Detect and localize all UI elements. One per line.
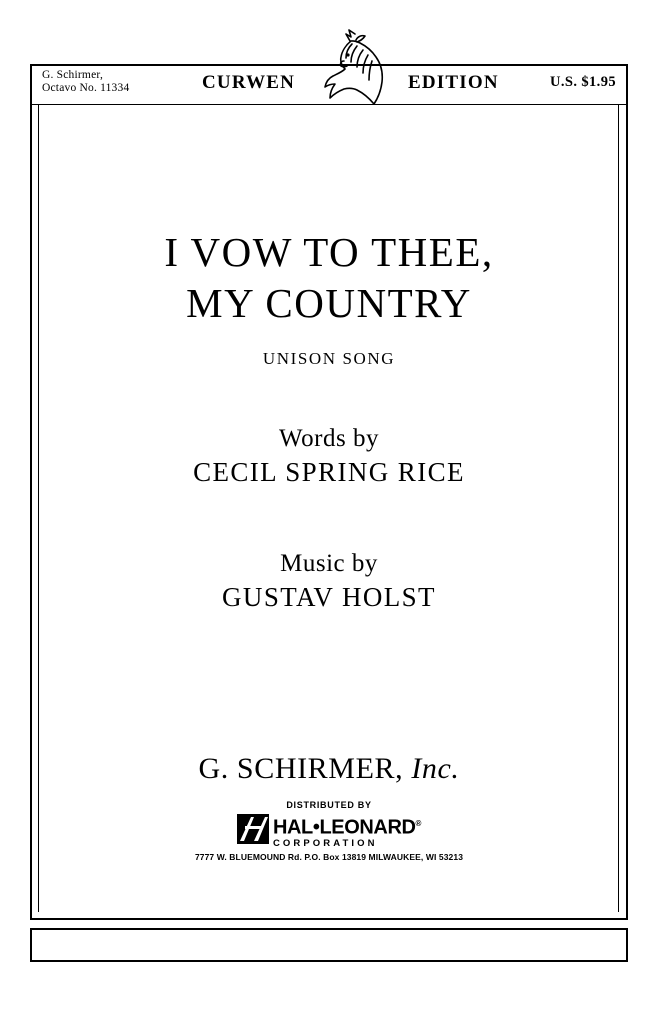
hal-leonard-corporation-text: CORPORATION xyxy=(272,837,378,849)
publisher-name xyxy=(40,752,618,786)
hal-leonard-mark-icon xyxy=(237,814,269,844)
bottom-band xyxy=(30,928,628,962)
cover-header xyxy=(30,64,628,104)
series-word-edition: EDITION xyxy=(408,72,499,93)
publisher-block xyxy=(40,752,618,862)
music-credit xyxy=(40,550,618,613)
subtitle: UNISON SONG xyxy=(262,349,396,368)
octavo-number xyxy=(42,69,129,95)
publisher-address: 7777 W. BLUEMOUND Rd. P.O. Box 13819 MILWAUKEE, WI 53213 xyxy=(194,852,464,862)
registered-trademark-icon: ® xyxy=(415,819,422,828)
hal-leonard-wordmark-text: HAL•LEONARD xyxy=(272,816,416,839)
series-word-curwen: CURWEN xyxy=(202,72,296,93)
publisher-short-name: G. Schirmer, xyxy=(42,69,104,81)
lyricist-name: CECIL SPRING RICE xyxy=(193,457,465,487)
curwen-unicorn-logo-icon xyxy=(322,28,398,106)
title-line-1: I VOW TO THEE, xyxy=(164,229,494,275)
hal-leonard-logo xyxy=(237,814,421,849)
title-line-2: MY COUNTRY xyxy=(186,280,472,326)
price-label: U.S. $1.95 xyxy=(549,74,616,90)
inner-rule-right xyxy=(618,104,619,912)
hal-leonard-wordmark xyxy=(273,814,421,838)
publisher-name-suffix: Inc. xyxy=(411,752,460,785)
words-credit xyxy=(40,425,618,488)
publisher-name-text: G. SCHIRMER, xyxy=(198,752,404,785)
words-by-label: Words by xyxy=(279,425,379,452)
distributed-by-label: DISTRIBUTED BY xyxy=(286,800,372,810)
music-by-label: Music by xyxy=(280,550,378,577)
composer-name: GUSTAV HOLST xyxy=(222,582,436,612)
title-block xyxy=(40,104,618,613)
octavo-number-text: Octavo No. 11334 xyxy=(42,82,130,94)
inner-rule-left xyxy=(38,104,39,912)
